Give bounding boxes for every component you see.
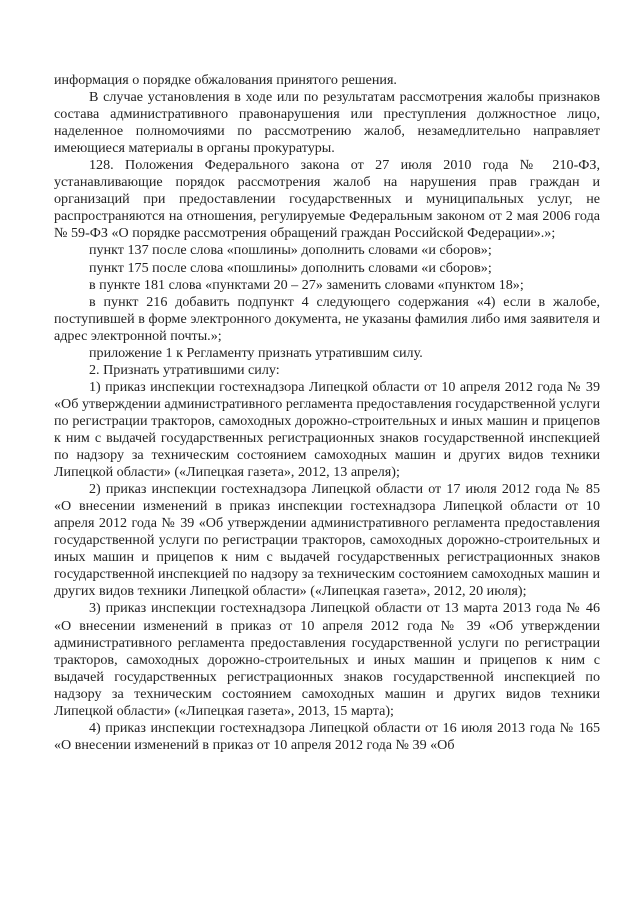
paragraph-section-2: 2. Признать утратившими силу: [89,361,280,378]
document-body [54,72,600,754]
paragraph-order-1: 1) приказ инспекции гостехнадзора Липецкой области от 10 апреля 2012 года № 39 «Об утверждении административного регламента предоставления государственной услуги по регистрации тракторов, самоходных дорожно-строительных и иных машин и прицепов к ним с выдачей государственных регистрационных знаков государственной инспекцией по надзору за техническим состоянием самоходных машин и других видов техники Липецкой области» («Липецкая газета», 2012, 13 апреля); [54,378,600,481]
paragraph-order-3: 3) приказ инспекции гостехнадзора Липецкой области от 13 марта 2013 года № 46 «О внесении изменений в приказ от 10 апреля 2012 года № 39 «Об утверждении административного регламента предоставления государственной услуги по регистрации тракторов, самоходных дорожно-строительных и иных машин и прицепов к ним с выдачей государственных регистрационных знаков государственной инспекцией по надзору за техническим состоянием самоходных машин и других видов техники Липецкой области» («Липецкая газета», 2013, 15 марта); [54,600,600,719]
paragraph-prosecutor-referral: В случае установления в ходе или по результатам рассмотрения жалобы признаков состава административного правонарушения или преступления должностное лицо, наделенное полномочиями по рассмотрению жалоб, незамедлительно направляет имеющиеся материалы в органы прокуратуры. [54,89,600,157]
paragraph-item-216: в пункт 216 добавить подпункт 4 следующего содержания «4) если в жалобе, поступившей в форме электронного документа, не указаны фамилия либо имя заявителя и адрес электронной почты.»; [54,293,600,344]
paragraph-item-137: пункт 137 после слова «пошлины» дополнить словами «и сборов»; [89,242,492,259]
paragraph-order-2: 2) приказ инспекции гостехнадзора Липецкой области от 17 июля 2012 года № 85 «О внесении изменений в приказ инспекции гостехнадзора Липецкой области от 10 апреля 2012 года № 39 «Об утверждении административного регламента предоставления государственной услуги по регистрации тракторов, самоходных дорожно-строительных и иных машин и прицепов к ним с выдачей государственных регистрационных знаков государственной инспекцией по надзору за техническим состоянием самоходных машин и других видов техники Липецкой области» («Липецкая газета», 2012, 20 июля); [54,481,600,600]
paragraph-order-4: 4) приказ инспекции гостехнадзора Липецкой области от 16 июля 2013 года № 165 «О внесении изменений в приказ от 10 апреля 2012 года № 39 «Об [54,719,600,753]
paragraph-continuation: информация о порядке обжалования принятого решения. [54,72,397,88]
paragraph-item-181: в пункте 181 слова «пунктами 20 – 27» заменить словами «пунктом 18»; [89,276,524,293]
paragraph-128: 128. Положения Федерального закона от 27 июля 2010 года № 210-ФЗ, устанавливающие порядок рассмотрения жалоб на нарушения прав граждан и организаций при предоставлении государственных и муниципальных услуг, не распространяются на отношения, регулируемые Федеральным законом от 2 мая 2006 года № 59-ФЗ «О порядке рассмотрения обращений граждан Российской Федерации».»; [54,157,600,242]
paragraph-appendix-1: приложение 1 к Регламенту признать утратившим силу. [89,344,423,361]
paragraph-item-175: пункт 175 после слова «пошлины» дополнить словами «и сборов»; [89,259,492,276]
